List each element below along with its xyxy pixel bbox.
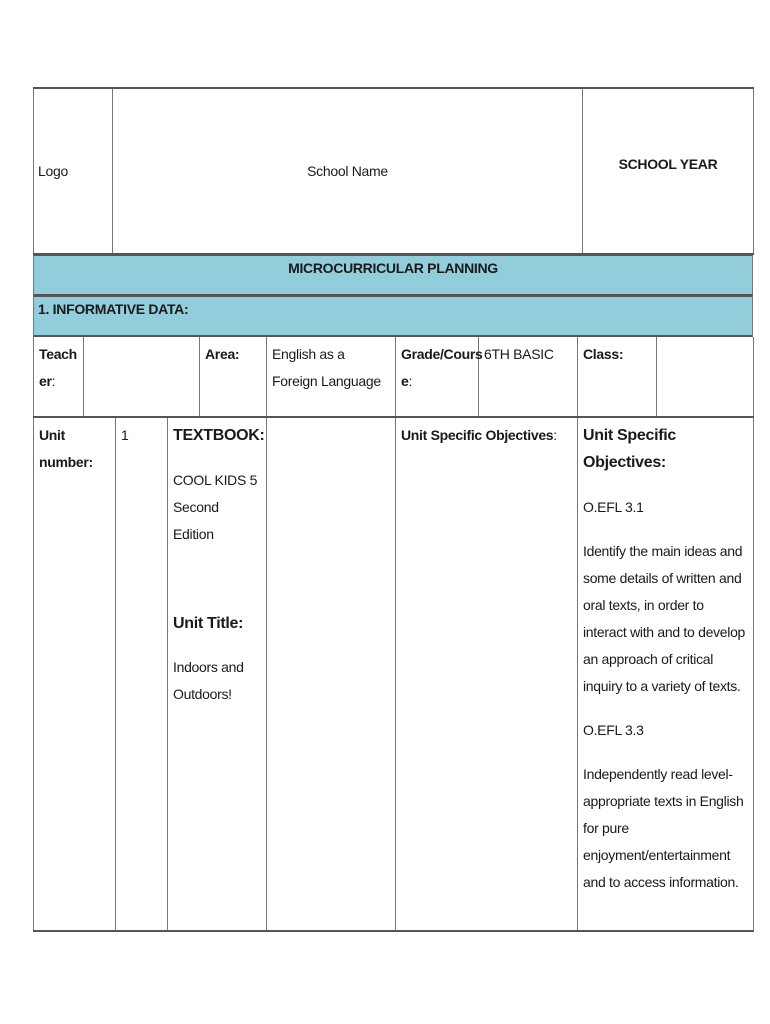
teacher-label-cell	[34, 337, 84, 417]
logo-placeholder: Logo	[38, 162, 68, 179]
textbook-value: COOL KIDS 5 Second Edition	[173, 472, 258, 542]
grade-label: Grade/Cours e:	[401, 346, 483, 389]
unit-number-value: 1	[121, 427, 129, 443]
title-band	[33, 255, 753, 296]
info-table	[33, 337, 754, 418]
objective-code: O.EFL 3.1	[583, 499, 644, 515]
unit-number-label-cell	[34, 418, 116, 931]
school-name: School Name	[307, 162, 388, 179]
grade-label-cell	[396, 337, 483, 417]
logo-cell	[34, 88, 113, 254]
class-value-cell[interactable]	[657, 337, 754, 417]
objective-code: O.EFL 3.3	[583, 722, 644, 738]
objective-text: Independently read level-appropriate texts in English for pure enjoyment/entertainment and to access information.	[583, 766, 744, 890]
textbook-cell	[168, 418, 267, 931]
section-band-text: 1. INFORMATIVE DATA:	[38, 301, 189, 317]
textbook-label: TEXTBOOK:	[173, 427, 265, 444]
unit-table	[33, 418, 754, 932]
area-value-cell	[267, 337, 396, 417]
empty-cell	[267, 418, 396, 931]
unit-number-label: Unit number:	[39, 427, 93, 470]
area-value: English as a Foreign Language	[272, 346, 381, 389]
objectives-label-cell	[396, 418, 578, 931]
school-name-cell	[113, 88, 583, 254]
unit-title-label: Unit Title:	[173, 615, 244, 632]
objectives-heading: Unit Specific Objectives:	[583, 427, 677, 471]
area-label: Area:	[205, 346, 240, 362]
teacher-value-cell[interactable]	[84, 337, 200, 417]
objective-text: Identify the main ideas and some details of written and oral texts, in order to interact with and to develop an approach of critical inquiry to a variety of texts.	[583, 543, 746, 694]
school-year-cell	[583, 88, 754, 254]
objectives-cell	[578, 418, 754, 931]
class-label-cell	[578, 337, 657, 417]
objectives-label: Unit Specific Objectives:	[401, 427, 557, 443]
grade-value: 6TH BASIC	[484, 346, 554, 362]
unit-number-value-cell	[116, 418, 168, 931]
section-band	[33, 296, 753, 337]
title-band-text: MICROCURRICULAR PLANNING	[288, 260, 498, 276]
class-label: Class:	[583, 346, 624, 362]
area-label-cell	[200, 337, 267, 417]
school-year: SCHOOL YEAR	[618, 156, 718, 172]
grade-value-cell	[479, 337, 578, 417]
header-table	[33, 87, 754, 255]
unit-title-value: Indoors and Outdoors!	[173, 659, 244, 702]
teacher-label: Teach er:	[39, 346, 77, 389]
planning-document	[33, 87, 753, 932]
